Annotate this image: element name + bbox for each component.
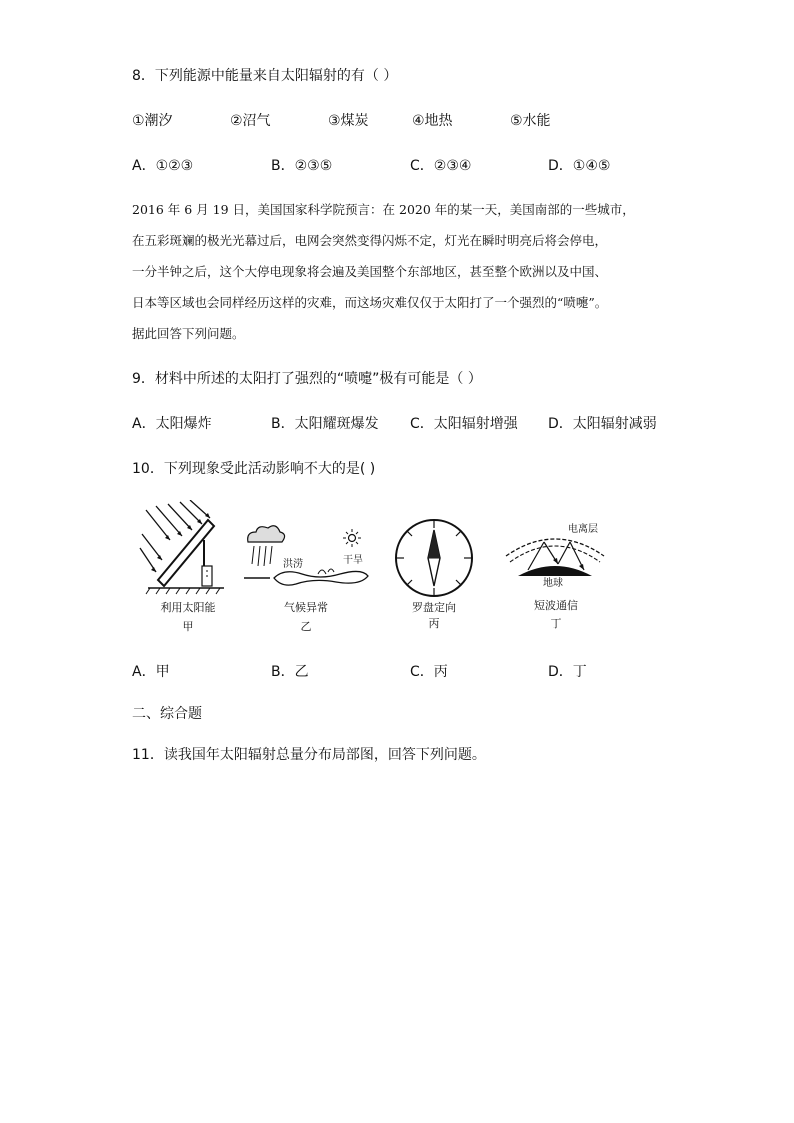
q11-stem: 11．读我国年太阳辐射总量分布局部图，回答下列问题。 [132, 747, 486, 763]
q8-item-2: ②沼气 [230, 113, 271, 129]
drought-label: 干旱 [343, 555, 363, 566]
q10-option-d: D．丁 [548, 664, 587, 680]
q9-option-d: D．太阳辐射减弱 [548, 416, 657, 432]
q10-stem: 10．下列现象受此活动影响不大的是( ) [132, 461, 376, 477]
earth-label: 地球 [543, 578, 563, 589]
q8-item-4: ④地热 [412, 113, 453, 129]
q9-option-b: B．太阳耀斑爆发 [271, 416, 379, 432]
q8-option-b: B．②③⑤ [271, 158, 333, 174]
figure-bing-caption: 罗盘定向 [412, 601, 456, 614]
q8-stem: 8．下列能源中能量来自太阳辐射的有（ ） [132, 68, 398, 84]
q8-item-3: ③煤炭 [328, 113, 369, 129]
q10-option-a: A．甲 [132, 664, 170, 680]
compass-figure [392, 516, 476, 600]
q8-item-1: ①潮汐 [132, 113, 173, 129]
material-line-5: 据此回答下列问题。 [132, 326, 245, 341]
q9-option-a: A．太阳爆炸 [132, 416, 212, 432]
q8-option-a: A．①②③ [132, 158, 194, 174]
material-line-3: 一分半钟之后，这个大停电现象将会遍及美国整个东部地区，甚至整个欧洲以及中国、 [132, 264, 608, 279]
solar-panel-figure [138, 500, 238, 600]
q10-option-b: B．乙 [271, 664, 309, 680]
ionosphere-label: 电离层 [568, 524, 598, 535]
q8-option-d: D．①④⑤ [548, 158, 611, 174]
flood-label: 洪涝 [283, 559, 303, 570]
figure-yi-caption: 气候异常 [284, 601, 328, 614]
figure-jia-code: 甲 [182, 620, 194, 633]
material-line-2: 在五彩斑斓的极光光幕过后，电网会突然变得闪烁不定，灯光在瞬时明亮后将会停电， [132, 233, 608, 248]
figure-jia-caption: 利用太阳能 [160, 601, 216, 614]
material-paragraph [132, 194, 672, 349]
material-line-4: 日本等区域也会同样经历这样的灾难，而这场灾难仅仅于太阳打了一个强烈的“喷嚏”。 [132, 295, 608, 310]
section-title: 二、综合题 [132, 706, 202, 722]
figure-ding-caption: 短波通信 [534, 599, 578, 612]
q9-option-c: C．太阳辐射增强 [410, 416, 518, 432]
q8-option-c: C．②③④ [410, 158, 472, 174]
q9-stem: 9．材料中所述的太阳打了强烈的“喷嚏”极有可能是（ ） [132, 371, 482, 387]
figure-bing-code: 丙 [428, 617, 440, 630]
figure-ding-code: 丁 [550, 617, 562, 630]
material-line-1: 2016 年 6 月 19 日，美国国家科学院预言：在 2020 年的某一天，美国南部的一些城市， [132, 202, 635, 217]
figure-yi-code: 乙 [300, 620, 312, 633]
q8-item-5: ⑤水能 [510, 113, 551, 129]
q10-option-c: C．丙 [410, 664, 448, 680]
